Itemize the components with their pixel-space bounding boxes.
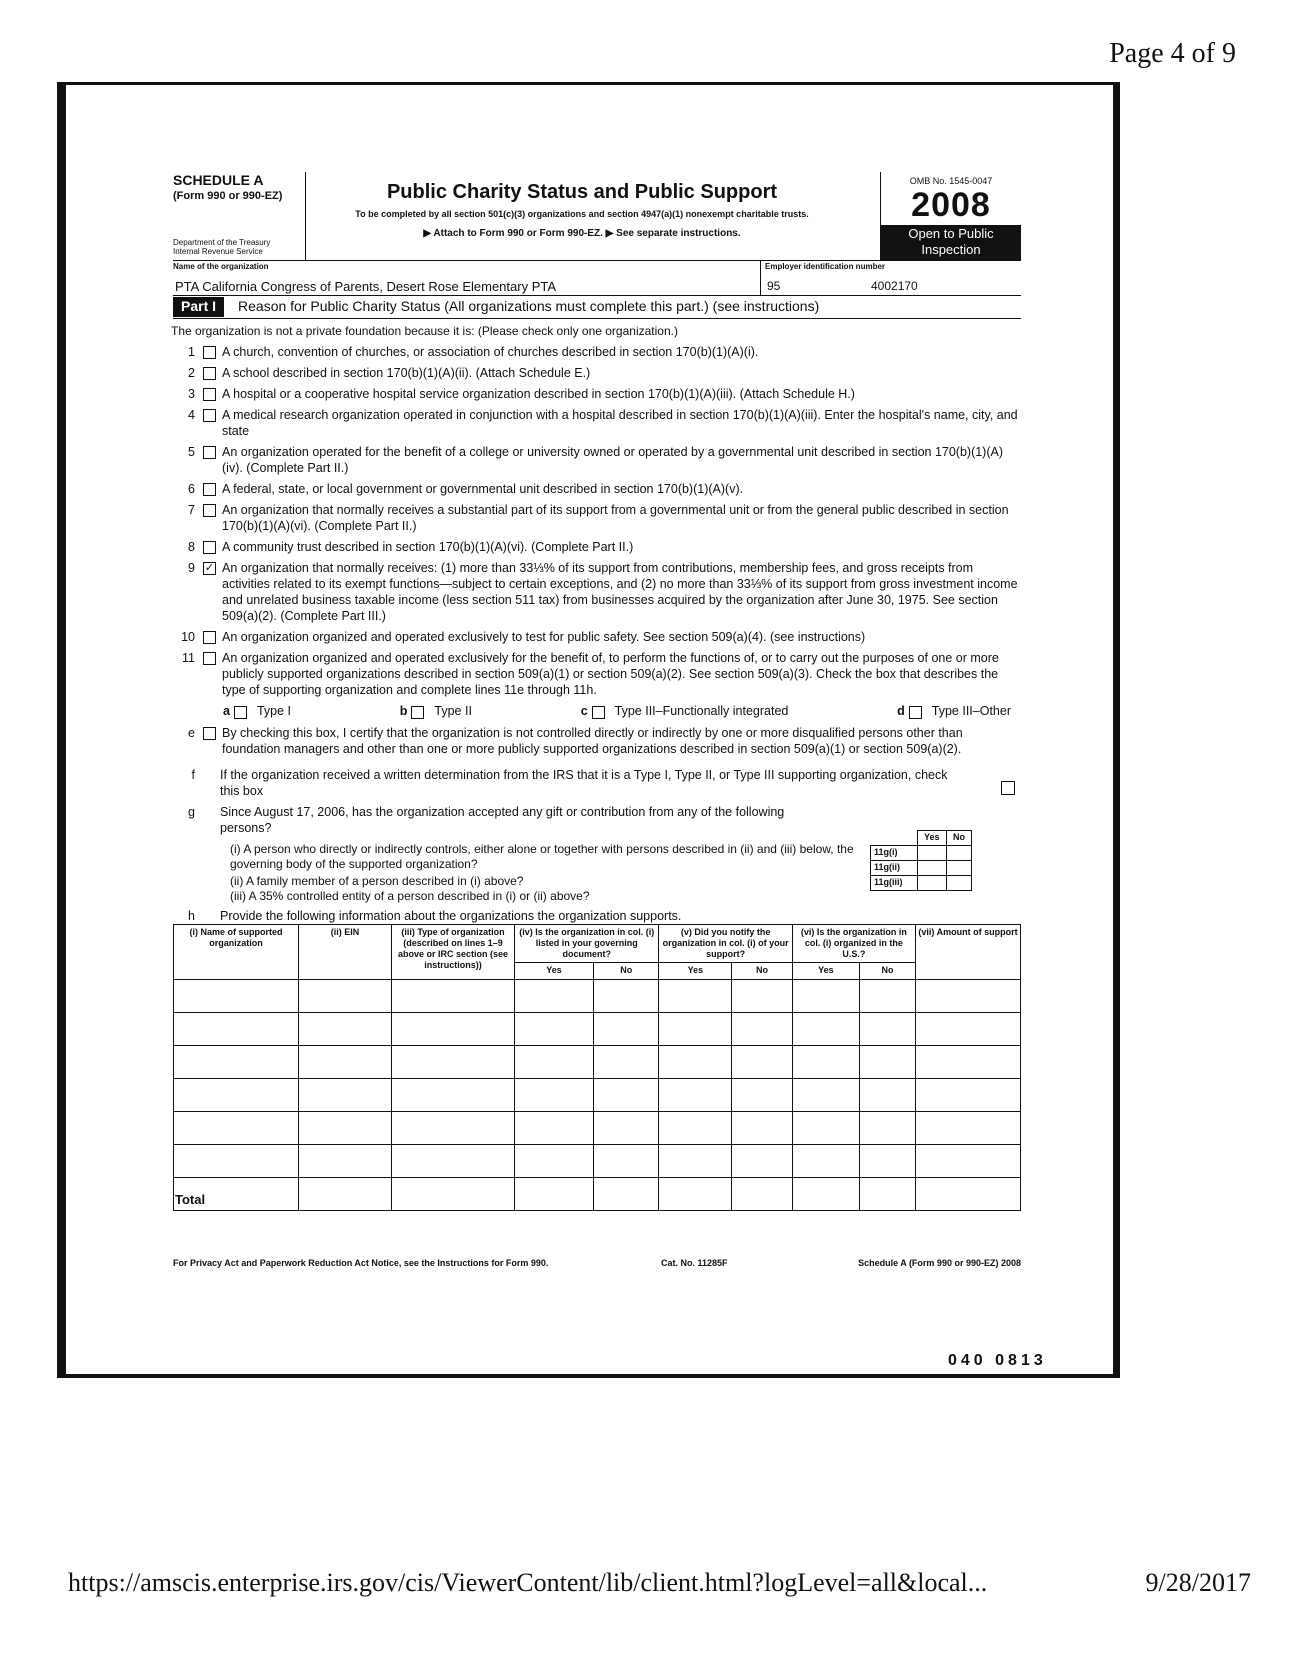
no-header: No [947, 830, 972, 845]
name-label: Name of the organization [173, 262, 269, 271]
line-number: 1 [188, 345, 195, 359]
line-number: 10 [181, 630, 195, 644]
line-e [173, 725, 1021, 757]
status-line-8 [173, 539, 1021, 555]
title-block [313, 180, 851, 241]
line-ref: 11g(iii) [871, 875, 918, 890]
department-name: Department of the Treasury [173, 238, 271, 248]
form-subtitle: To be completed by all section 501(c)(3) organizations and section 4947(a)(1) nonexempt charitable trusts. [355, 209, 809, 219]
status-line-1 [173, 344, 1021, 360]
line-text: A federal, state, or local government or governmental unit described in section 170(b)(1)(A)(v). [222, 482, 744, 496]
open-to-public: Open to Public [908, 226, 994, 241]
schedule-block [173, 172, 306, 260]
status-line-4 [173, 407, 1021, 439]
table-row [174, 1045, 1021, 1078]
form-title: Public Charity Status and Public Support [386, 181, 778, 203]
status-line-5 [173, 444, 1021, 476]
public-inspection-badge [881, 225, 1021, 260]
line-number: 4 [188, 408, 195, 422]
checkbox[interactable] [203, 504, 216, 517]
supporting-org-types [173, 704, 1021, 720]
g-item-3: (iii) A 35% controlled entity of a person described in (i) or (ii) above? [230, 888, 590, 903]
line-number: 6 [188, 482, 195, 496]
status-line-10 [173, 629, 1021, 645]
status-line-6 [173, 481, 1021, 497]
blank-cell [871, 830, 918, 845]
line-text: An organization organized and operated exclusively for the benefit of, to perform the functions of, or to carry out the purposes of one or more publicly supported organizations described in section 509(a)(1) or section 509(a)(2). See section 509(a)(3). Check the box that describes the type of supporting organization and complete lines 11e through 11h. [222, 651, 999, 697]
organization-name: PTA California Congress of Parents, Desert Rose Elementary PTA [175, 279, 557, 294]
line-text: A school described in section 170(b)(1)(A)(ii). (Attach Schedule E.) [222, 366, 591, 380]
no-subheader: No [594, 963, 659, 979]
col-type-header: (iii) Type of organization (described on lines 1–9 above or IRC section (see instructions)) [392, 924, 515, 979]
checkbox[interactable] [1001, 781, 1015, 795]
yes-cell[interactable] [917, 845, 947, 860]
checkbox[interactable] [203, 409, 216, 422]
line-number: 3 [188, 387, 195, 401]
ein-prefix: 95 [767, 279, 781, 293]
line-letter: e [188, 725, 195, 740]
col-notify-header: (v) Did you notify the organization in col. (i) of your support? [659, 924, 792, 963]
part-intro: The organization is not a private foundation because it is: (Please check only one organization.) [171, 324, 678, 338]
line-text: An organization organized and operated exclusively to test for public safety. See section 509(a)(4). (see instructions) [222, 630, 866, 644]
document-stamp: 040 0813 [948, 1352, 1047, 1369]
department-label [173, 239, 270, 257]
yes-subheader: Yes [792, 963, 859, 979]
no-cell[interactable] [947, 875, 972, 890]
table-row [174, 1111, 1021, 1144]
status-line-7 [173, 502, 1021, 534]
status-line-9 [173, 560, 1021, 624]
g-item-2: (ii) A family member of a person described in (i) above? [230, 873, 524, 888]
checkbox[interactable] [592, 706, 605, 719]
line-text: An organization that normally receives: (1) more than 33⅓% of its support from contributions, membership fees, and gross receipts from activities related to its exempt functions—subject to certain exceptions, and (2) no more than 33⅓% of its support from gross investment income and unrelated business taxable income (less section 511 tax) from businesses acquired by the organization after June 30, 1975. See section 509(a)(2). (Complete Part III.) [222, 561, 1018, 623]
checkbox[interactable] [909, 706, 922, 719]
supported-orgs-wrapper [173, 924, 1021, 1264]
option-letter: c [580, 704, 588, 718]
type-iii-other-option[interactable] [897, 704, 1011, 720]
checkbox[interactable] [411, 706, 424, 719]
line-number: 11 [182, 651, 195, 665]
line-h [173, 908, 1021, 924]
schedule-a-form [173, 172, 1021, 1278]
status-line-2 [173, 365, 1021, 381]
yes-no-grid [870, 830, 972, 891]
type-ii-option[interactable] [400, 704, 472, 720]
line-number: 2 [188, 366, 195, 380]
line-text: A medical research organization operated in conjunction with a hospital described in section 170(b)(1)(A)(iii). Enter the hospital's name, city, and state [222, 408, 1018, 438]
checkbox[interactable] [203, 388, 216, 401]
line-text: A church, convention of churches, or association of churches described in section 170(b)(1)(A)(i). [222, 345, 759, 359]
ein-number: 4002170 [871, 279, 918, 293]
g-item-1: (i) A person who directly or indirectly controls, either alone or together with persons described in (ii) and (iii) below, the governing body of the supported organization? [230, 841, 854, 871]
ein-box [760, 261, 1021, 295]
line-text: If the organization received a written determination from the IRS that it is a Type I, Type II, or Type III supporting organization, check this box [220, 767, 948, 798]
form-footer [173, 1258, 1021, 1278]
line-number: 8 [188, 540, 195, 554]
checkbox[interactable] [203, 346, 216, 359]
omb-number: OMB No. 1545-0047 [909, 176, 993, 186]
option-text: Type II [434, 704, 472, 718]
line-number: 5 [188, 445, 195, 459]
line-f [173, 767, 1021, 799]
col-listed-header: (iv) Is the organization in col. (i) listed in your governing document? [515, 924, 659, 963]
line-text: Since August 17, 2006, has the organization accepted any gift or contribution from any of the following persons? [220, 804, 785, 835]
option-letter: a [223, 704, 230, 718]
schedule-footer: Schedule A (Form 990 or 990-EZ) 2008 [858, 1257, 1021, 1268]
yes-header: Yes [917, 830, 947, 845]
no-subheader: No [860, 963, 916, 979]
type-i-option[interactable] [223, 704, 291, 720]
part-header [173, 296, 1021, 319]
form-header [173, 172, 1021, 261]
attach-instructions: ▶ Attach to Form 990 or Form 990-EZ. ▶ See separate instructions. [423, 228, 741, 240]
line-letter: g [188, 804, 195, 819]
inspection: Inspection [921, 242, 981, 257]
yes-subheader: Yes [515, 963, 594, 979]
supported-orgs-table [173, 924, 1021, 1211]
line-text: An organization that normally receives a substantial part of its support from a governmental unit or from the general public described in section 170(b)(1)(A)(vi). (Complete Part II.) [222, 503, 1009, 533]
line-text: A community trust described in section 170(b)(1)(A)(vi). (Complete Part II.) [222, 540, 634, 554]
line-g-items [173, 832, 1021, 906]
table-row [174, 979, 1021, 1012]
privacy-notice: For Privacy Act and Paperwork Reduction Act Notice, see the Instructions for Form 990. [173, 1257, 549, 1268]
part-label: Part I [173, 297, 224, 317]
irs-name: Internal Revenue Service [173, 247, 263, 257]
yes-subheader: Yes [659, 963, 732, 979]
organization-row [173, 261, 1021, 296]
checkbox[interactable] [203, 652, 216, 665]
col-amount-header: (vii) Amount of support [916, 924, 1021, 979]
checkbox-checked[interactable]: ✓ [204, 562, 215, 574]
col-name-header: (i) Name of supported organization [174, 924, 299, 979]
option-text: Type III–Other [931, 704, 1011, 718]
line-text: Provide the following information about the organizations the organization supports. [220, 908, 682, 923]
catalog-number: Cat. No. 11285F [661, 1257, 728, 1268]
checkbox[interactable] [203, 483, 216, 496]
line-number: 7 [188, 503, 195, 517]
checkbox[interactable] [234, 706, 247, 719]
year-block [880, 172, 1021, 260]
checkbox[interactable] [203, 446, 216, 459]
total-row [174, 1177, 1021, 1210]
checkbox[interactable] [203, 541, 216, 554]
no-cell[interactable] [947, 845, 972, 860]
option-letter: d [897, 704, 905, 718]
checkbox[interactable] [203, 631, 216, 644]
table-row [174, 1078, 1021, 1111]
type-iii-fi-option[interactable] [581, 704, 789, 720]
line-letter: h [188, 908, 195, 923]
line-text: An organization operated for the benefit of a college or university owned or operated by a governmental unit described in section 170(b)(1)(A)(iv). (Complete Part II.) [222, 445, 1004, 475]
col-us-header: (vi) Is the organization in col. (i) organized in the U.S.? [792, 924, 915, 963]
yes-cell[interactable] [917, 875, 947, 890]
no-subheader: No [732, 963, 792, 979]
option-letter: b [399, 704, 408, 718]
line-letter: f [191, 767, 195, 782]
form-reference: (Form 990 or 990-EZ) [173, 189, 283, 202]
line-text: By checking this box, I certify that the organization is not controlled directly or indirectly by one or more disqualified persons other than foundation managers and other than one or more publicly supported organizations described in section 509(a)(1) or section 509(a)(2). [222, 725, 963, 756]
checkbox[interactable] [203, 367, 216, 380]
total-label: Total [174, 1177, 299, 1210]
page-number: Page 4 of 9 [1109, 38, 1236, 69]
table-row [174, 1144, 1021, 1177]
table-row [174, 1012, 1021, 1045]
status-line-11 [173, 650, 1021, 698]
status-line-3 [173, 386, 1021, 402]
option-text: Type I [256, 704, 291, 718]
schedule-title: SCHEDULE A [173, 172, 264, 188]
yes-cell[interactable] [917, 860, 947, 875]
line-text: A hospital or a cooperative hospital service organization described in section 170(b)(1)(A)(iii). (Attach Schedule H.) [222, 387, 855, 401]
line-ref: 11g(i) [871, 845, 918, 860]
col-ein-header: (ii) EIN [299, 924, 392, 979]
browser-footer-url: https://amscis.enterprise.irs.gov/cis/ViewerContent/lib/client.html?logLevel=all&local... [68, 1568, 988, 1597]
option-text: Type III–Functionally integrated [614, 704, 789, 718]
checkbox[interactable] [203, 727, 216, 740]
part-title: Reason for Public Charity Status (All organizations must complete this part.) (see instructions) [238, 298, 820, 315]
browser-footer-date: 9/28/2017 [1145, 1568, 1251, 1597]
line-ref: 11g(ii) [871, 860, 918, 875]
no-cell[interactable] [947, 860, 972, 875]
tax-year: 2008 [911, 186, 991, 225]
ein-label: Employer identification number [765, 262, 886, 271]
line-number: 9 [188, 561, 195, 575]
